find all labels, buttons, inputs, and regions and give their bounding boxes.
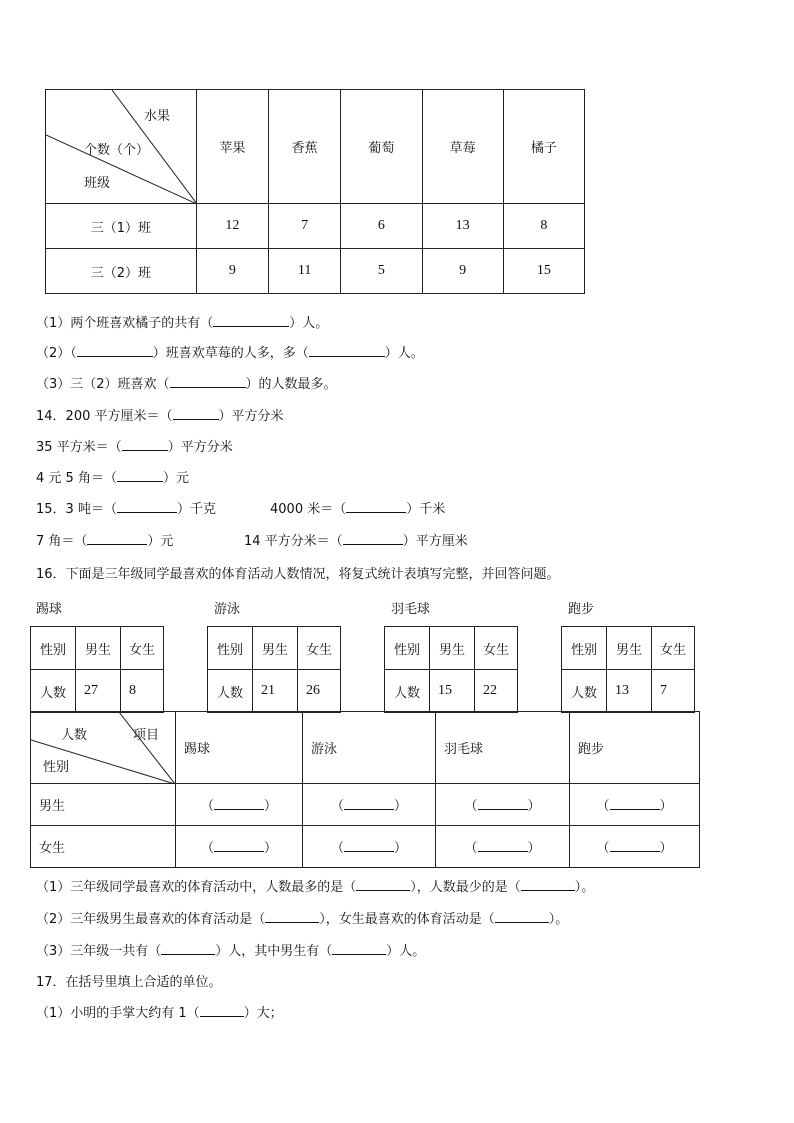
small-table-swimming: 性别 男生 女生 人数 21 26 xyxy=(207,626,341,713)
answer-blank[interactable] xyxy=(356,878,410,891)
corner-item-label: 项目 xyxy=(133,728,160,743)
answer-blank[interactable] xyxy=(200,1004,244,1017)
answer-blank[interactable] xyxy=(161,942,215,955)
fruit-count: 9 xyxy=(196,249,268,294)
gender-label: 男生 xyxy=(31,784,176,826)
fruit-count: 7 xyxy=(268,204,340,249)
fruit-count: 6 xyxy=(341,204,422,249)
fruit-count: 12 xyxy=(196,204,268,249)
answer-blank[interactable] xyxy=(173,407,219,420)
answer-blank[interactable] xyxy=(521,878,575,891)
gender-label: 女生 xyxy=(31,826,176,868)
corner-fruit-label: 水果 xyxy=(144,109,171,124)
small-table-title: 跑步 xyxy=(568,602,595,617)
answer-blank[interactable] xyxy=(332,942,386,955)
answer-blank[interactable] xyxy=(214,839,264,852)
boys-count: 27 xyxy=(76,670,121,713)
fill-cell[interactable]: （ ） xyxy=(436,826,570,868)
answer-blank[interactable] xyxy=(117,469,163,482)
answer-blank[interactable] xyxy=(610,797,660,810)
q14-line-3: 4 元 5 角＝（ ）元 xyxy=(36,471,189,486)
q16-intro: 16．下面是三年级同学最喜欢的体育活动人数情况，将复式统计表填写完整，并回答问题。 xyxy=(36,567,560,582)
q16-question-2: （2）三年级男生最喜欢的体育活动是（ ），女生最喜欢的体育活动是（ ）。 xyxy=(36,912,569,927)
boys-count: 15 xyxy=(430,670,475,713)
answer-blank[interactable] xyxy=(265,910,319,923)
answer-blank[interactable] xyxy=(309,344,385,357)
fruit-count: 5 xyxy=(341,249,422,294)
answer-blank[interactable] xyxy=(344,797,394,810)
answer-blank[interactable] xyxy=(213,314,289,327)
fill-cell[interactable]: （ ） xyxy=(303,784,436,826)
q13-line-1: （1）两个班喜欢橘子的共有（ ）人。 xyxy=(36,316,329,331)
sport-header: 踢球 xyxy=(176,712,303,784)
q15-item-b: 4000 米＝（ ）千米 xyxy=(270,502,446,517)
fruit-header: 橘子 xyxy=(503,90,584,204)
sport-header: 游泳 xyxy=(303,712,436,784)
fruit-count: 11 xyxy=(268,249,340,294)
class-label: 三（1）班 xyxy=(46,204,197,249)
q15-item-d: 14 平方分米＝（ ）平方厘米 xyxy=(244,534,468,549)
fruit-count: 9 xyxy=(422,249,503,294)
fill-cell[interactable]: （ ） xyxy=(570,826,700,868)
fill-cell[interactable]: （ ） xyxy=(176,784,303,826)
corner-people-label: 人数 xyxy=(61,728,88,743)
fruit-count: 8 xyxy=(503,204,584,249)
q15-item-c: 7 角＝（ ）元 xyxy=(36,534,174,549)
answer-blank[interactable] xyxy=(478,839,528,852)
answer-blank[interactable] xyxy=(87,532,147,545)
corner-class-label: 班级 xyxy=(84,176,111,191)
answer-blank[interactable] xyxy=(478,797,528,810)
q13-line-2: （2）（ ）班喜欢草莓的人多，多（ ）人。 xyxy=(36,346,424,361)
answer-blank[interactable] xyxy=(117,500,177,513)
small-table-title: 踢球 xyxy=(36,602,63,617)
fill-cell[interactable]: （ ） xyxy=(436,784,570,826)
fruit-table-corner xyxy=(46,90,197,204)
small-table-title: 羽毛球 xyxy=(391,602,431,617)
fruit-header: 香蕉 xyxy=(268,90,340,204)
q15-item-a: 15．3 吨＝（ ）千克 xyxy=(36,502,216,517)
girls-count: 8 xyxy=(121,670,164,713)
q17-question-1: （1）小明的手掌大约有 1（ ）大； xyxy=(36,1006,283,1021)
small-table-title: 游泳 xyxy=(214,602,241,617)
answer-blank[interactable] xyxy=(170,375,246,388)
small-table-football: 性别 男生 女生 人数 27 8 xyxy=(30,626,164,713)
fruit-header: 葡萄 xyxy=(341,90,422,204)
answer-blank[interactable] xyxy=(610,839,660,852)
answer-blank[interactable] xyxy=(346,500,406,513)
class-label: 三（2）班 xyxy=(46,249,197,294)
girls-count: 26 xyxy=(298,670,341,713)
fruit-count: 15 xyxy=(503,249,584,294)
girls-count: 7 xyxy=(652,670,695,713)
boys-count: 13 xyxy=(607,670,652,713)
fruit-table xyxy=(45,89,585,294)
sport-header: 羽毛球 xyxy=(436,712,570,784)
q13-line-3: （3）三（2）班喜欢（ ）的人数最多。 xyxy=(36,377,337,392)
q16-question-1: （1）三年级同学最喜欢的体育活动中，人数最多的是（ ），人数最少的是（ ）。 xyxy=(36,880,595,895)
small-table-badminton: 性别 男生 女生 人数 15 22 xyxy=(384,626,518,713)
answer-blank[interactable] xyxy=(122,438,168,451)
small-table-running: 性别 男生 女生 人数 13 7 xyxy=(561,626,695,713)
answer-blank[interactable] xyxy=(214,797,264,810)
answer-blank[interactable] xyxy=(344,839,394,852)
corner-gender-label: 性别 xyxy=(43,760,70,775)
answer-blank[interactable] xyxy=(343,532,403,545)
fill-cell[interactable]: （ ） xyxy=(303,826,436,868)
answer-blank[interactable] xyxy=(495,910,549,923)
fruit-count: 13 xyxy=(422,204,503,249)
corner-count-label: 个数（个） xyxy=(84,143,150,158)
q17-title: 17．在括号里填上合适的单位。 xyxy=(36,975,222,990)
fill-cell[interactable]: （ ） xyxy=(570,784,700,826)
q14-line-2: 35 平方米＝（ ）平方分米 xyxy=(36,440,233,455)
fruit-header: 草莓 xyxy=(422,90,503,204)
q16-question-3: （3）三年级一共有（ ）人，其中男生有（ ）人。 xyxy=(36,944,426,959)
fruit-header: 苹果 xyxy=(196,90,268,204)
compound-table-corner xyxy=(31,712,176,784)
fill-cell[interactable]: （ ） xyxy=(176,826,303,868)
q14-line-1: 14．200 平方厘米＝（ ）平方分米 xyxy=(36,409,284,424)
sport-header: 跑步 xyxy=(570,712,700,784)
boys-count: 21 xyxy=(253,670,298,713)
compound-table xyxy=(30,711,700,868)
answer-blank[interactable] xyxy=(77,344,153,357)
girls-count: 22 xyxy=(475,670,518,713)
